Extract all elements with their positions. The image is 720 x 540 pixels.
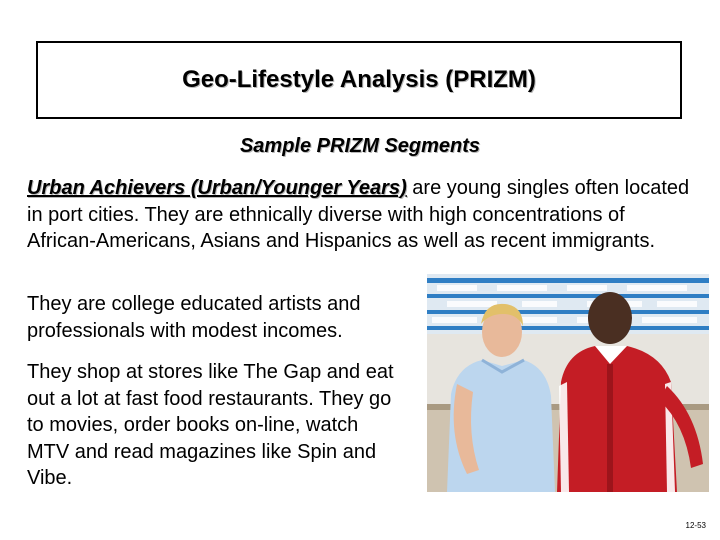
paragraph-urban-achievers bbox=[27, 175, 695, 255]
slide-title: Geo-Lifestyle Analysis (PRIZM) bbox=[182, 66, 536, 93]
title-box bbox=[36, 41, 682, 119]
segment-name: Urban Achievers (Urban/Younger Years) bbox=[27, 177, 407, 199]
slide-subtitle: Sample PRIZM Segments bbox=[239, 135, 481, 157]
slide-number: 12-53 bbox=[685, 521, 706, 530]
paragraph-shopping: They shop at stores like The Gap and eat out a lot at fast food restaurants. They go to movies, order books on-line, watch MTV and read magazines like Spin and Vibe. bbox=[27, 361, 394, 489]
paragraph-text: are young singles often located in port cities. They are ethnically diverse with high concentrations of African-Americans, Asians and Hispanics as well as recent immigrants. bbox=[27, 177, 690, 252]
two-young-men-photo bbox=[427, 274, 709, 492]
paragraph-education: They are college educated artists and professionals with modest incomes. bbox=[27, 293, 361, 342]
